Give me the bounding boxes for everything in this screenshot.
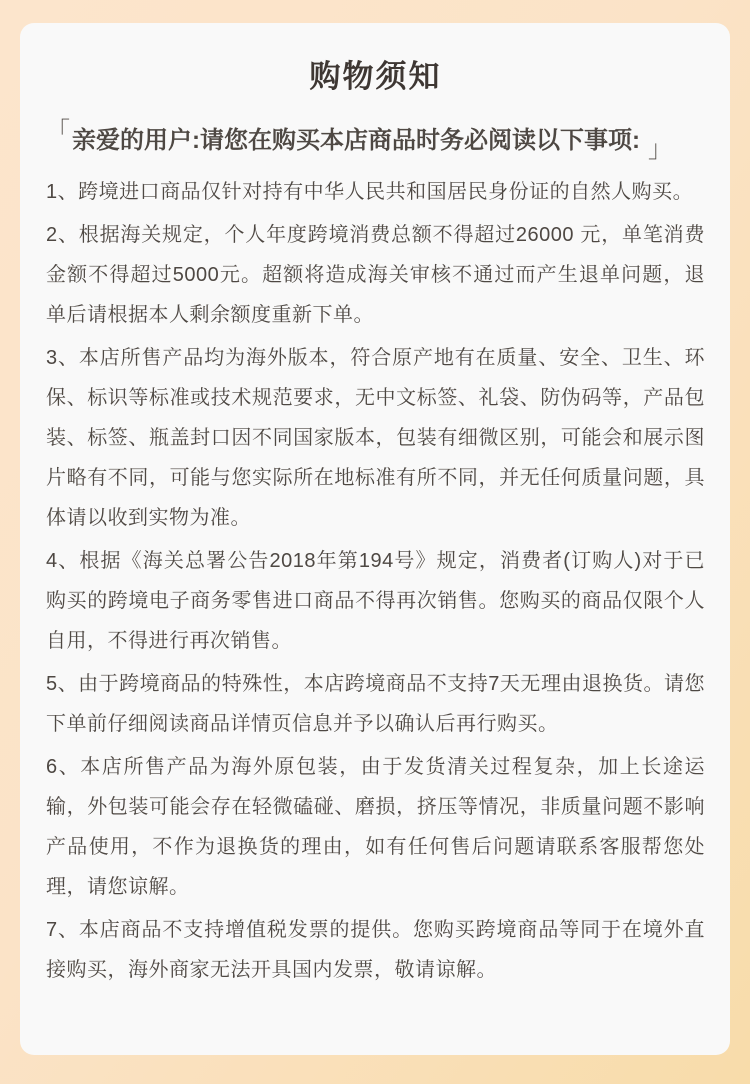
notice-item-1: 1、跨境进口商品仅针对持有中华人民共和国居民身份证的自然人购买。 (46, 181, 694, 203)
notice-item-3: 3、本店所售产品均为海外版本，符合原产地有在质量、安全、卫生、环保、标识等标准或技术规范要求，无中文标签、礼袋、防伪码等，产品包装、标签、瓶盖封口因不同国家版本，包装有细微区别，可能会和展示图片略有不同，可能与您实际所在地标准有所不同，并无任何质量问题，具体请以收到实物为准。 (46, 347, 705, 529)
notice-item-2: 2、根据海关规定，个人年度跨境消费总额不得超过26000 元，单笔消费金额不得超过5000元。超额将造成海关审核不通过而产生退单问题，退单后请根据本人剩余额度重新下单。 (46, 224, 705, 326)
notice-item-5: 5、由于跨境商品的特殊性，本店跨境商品不支持7天无理由退换货。请您下单前仔细阅读商品详情页信息并予以确认后再行购买。 (46, 673, 705, 735)
corner-bracket-close: 」 (647, 136, 672, 163)
page-title: 购物须知 (309, 59, 442, 94)
notice-item-7: 7、本店商品不支持增值税发票的提供。您购买跨境商品等同于在境外直接购买，海外商家无法开具国内发票，敬请谅解。 (46, 919, 705, 981)
notice-list (46, 172, 705, 990)
notice-card (20, 23, 730, 1055)
notice-item-4: 4、根据《海关总署公告2018年第194号》规定，消费者(订购人)对于已购买的跨境电子商务零售进口商品不得再次销售。您购买的商品仅限个人自用，不得进行再次销售。 (46, 550, 705, 652)
notice-header-text: 亲爱的用户:请您在购买本店商品时务必阅读以下事项: (72, 127, 640, 154)
corner-bracket-open: 「 (46, 118, 70, 145)
notice-item-6: 6、本店所售产品为海外原包装，由于发货清关过程复杂，加上长途运输，外包装可能会存在轻微磕碰、磨损，挤压等情况，非质量问题不影响产品使用，不作为退换货的理由，如有任何售后问题请联系客服帮您处理，请您谅解。 (46, 756, 705, 898)
notice-header (46, 118, 705, 163)
